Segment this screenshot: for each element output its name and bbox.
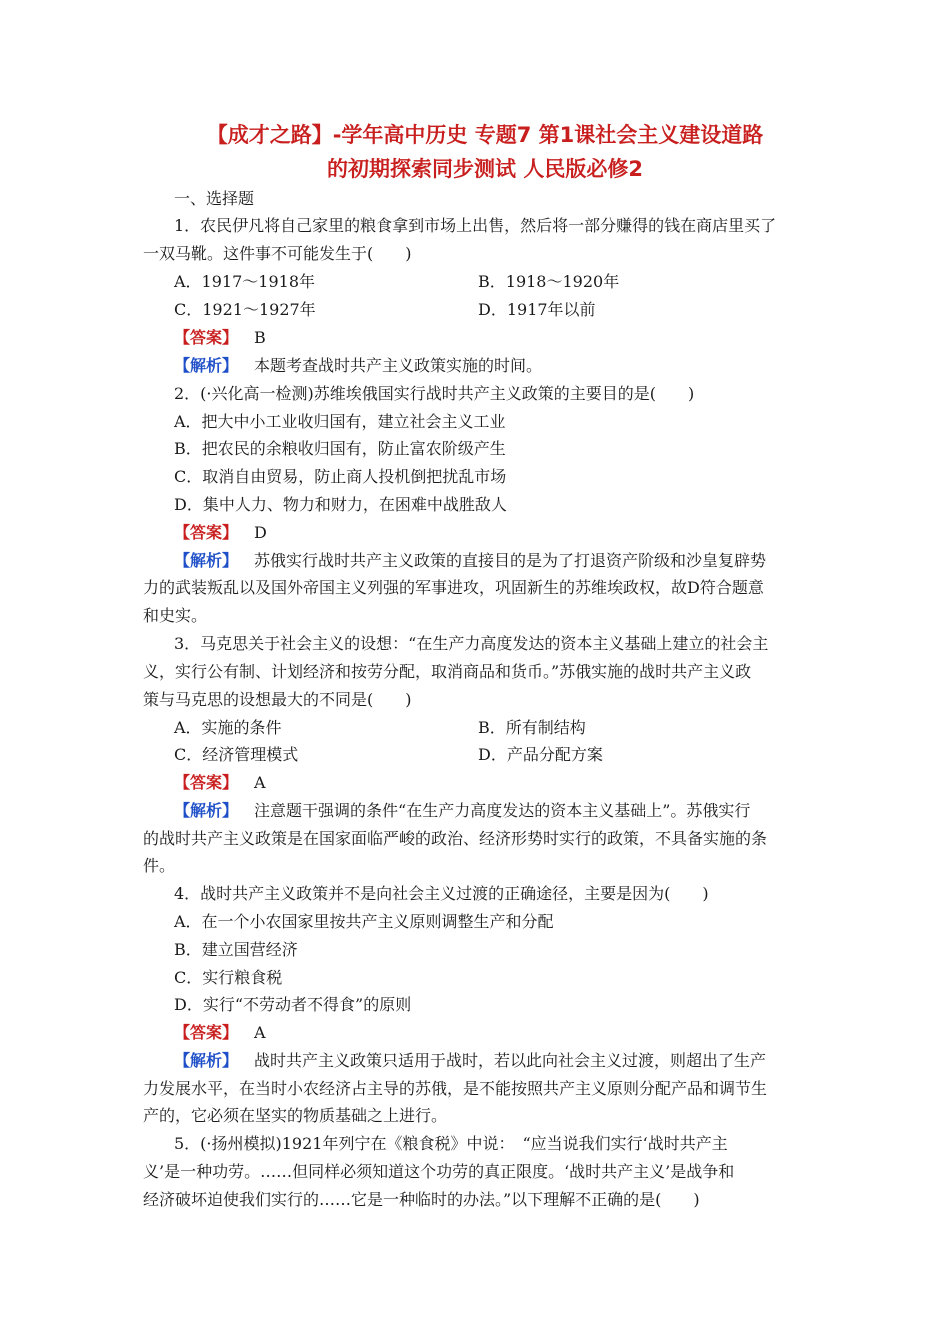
q1-option-c: C．1921～1927年 [174,300,316,319]
answer-label: 【答案】 [174,523,239,542]
q2-option-a: A．把大中小工业收归国有，建立社会主义工业 [174,412,506,431]
analysis-label: 【解析】 [174,551,239,570]
document-title [150,118,820,186]
q4-analysis-line2: 力发展水平，在当时小农经济占主导的苏俄，是不能按照共产主义原则分配产品和调节生 [143,1079,768,1098]
q1-option-a: A．1917～1918年 [174,272,315,291]
q2-text-line1: 2．(·兴化高一检测)苏维埃俄国实行战时共产主义政策的主要目的是( ) [174,384,695,403]
q3-option-b: B．所有制结构 [478,718,586,737]
q2-answer [174,522,844,544]
answer-label: 【答案】 [174,773,239,792]
q5-text-line1: 5．(·扬州模拟)1921年列宁在《粮食税》中说： “应当说我们实行‘战时共产主 [174,1134,728,1153]
title-line-2: 的初期探索同步测试 人民版必修2 [327,157,643,181]
title-line-1: 【成才之路】-学年高中历史 专题7 第1课社会主义建设道路 [206,123,764,147]
q3-analysis-line2: 的战时共产主义政策是在国家面临严峻的政治、经济形势时实行的政策，不具备实施的条 [143,829,768,848]
answer-label: 【答案】 [174,328,239,347]
q3-analysis-text1: 注意题干强调的条件“在生产力高度发达的资本主义基础上”。苏俄实行 [254,801,751,820]
q4-option-b: B．建立国营经济 [174,940,298,959]
q5-text-line3: 经济破坏迫使我们实行的……它是一种临时的办法。”以下理解不正确的是( ) [143,1190,700,1209]
section-heading: 一、选择题 [174,189,255,208]
q3-text-line1: 3．马克思关于社会主义的设想：“在生产力高度发达的资本主义基础上建立的社会主 [174,634,769,653]
analysis-label: 【解析】 [174,801,239,820]
q3-option-d: D．产品分配方案 [478,745,603,764]
q1-text-line1: 1．农民伊凡将自己家里的粮食拿到市场上出售，然后将一部分赚得的钱在商店里买了 [174,216,777,235]
q2-option-d: D．集中人力、物力和财力，在困难中战胜敌人 [174,495,507,514]
q2-answer-value: D [254,523,267,542]
q3-option-c: C．经济管理模式 [174,745,299,764]
q3-answer-value: A [254,773,266,792]
q3-analysis [174,800,844,822]
q1-answer [174,327,844,349]
q1-option-b: B．1918～1920年 [478,272,620,291]
q3-text-line2: 义，实行公有制、计划经济和按劳分配，取消商品和货币。”苏俄实施的战时共产主义政 [143,662,752,681]
q4-analysis-line3: 产的，它必须在坚实的物质基础之上进行。 [143,1106,448,1125]
q2-analysis [174,550,844,572]
q1-answer-value: B [254,328,266,347]
q2-option-b: B．把农民的余粮收归国有，防止富农阶级产生 [174,439,506,458]
analysis-label: 【解析】 [174,356,239,375]
answer-label: 【答案】 [174,1023,239,1042]
q5-text-line2: 义’是一种功劳。……但同样必须知道这个功劳的真正限度。‘战时共产主义’是战争和 [143,1162,735,1181]
q3-option-a: A．实施的条件 [174,718,282,737]
q3-text-line3: 策与马克思的设想最大的不同是( ) [143,690,412,709]
q2-analysis-text1: 苏俄实行战时共产主义政策的直接目的是为了打退资产阶级和沙皇复辟势 [254,551,767,570]
q2-analysis-line3: 和史实。 [143,606,208,625]
q1-option-d: D．1917年以前 [478,300,596,319]
q3-analysis-line3: 件。 [143,856,176,875]
q4-answer-value: A [254,1023,266,1042]
q4-option-c: C．实行粮食税 [174,968,283,987]
q4-option-a: A．在一个小农国家里按共产主义原则调整生产和分配 [174,912,554,931]
q1-text-line2: 一双马靴。这件事不可能发生于( ) [143,244,412,263]
q4-answer [174,1022,844,1044]
q4-analysis [174,1050,844,1072]
q2-option-c: C．取消自由贸易，防止商人投机倒把扰乱市场 [174,467,507,486]
q4-option-d: D．实行“不劳动者不得食”的原则 [174,995,412,1014]
analysis-label: 【解析】 [174,1051,239,1070]
q4-analysis-text1: 战时共产主义政策只适用于战时，若以此向社会主义过渡，则超出了生产 [254,1051,767,1070]
q2-analysis-line2: 力的武装叛乱以及国外帝国主义列强的军事进攻，巩固新生的苏维埃政权，故D符合题意 [143,578,764,597]
q1-analysis-text: 本题考查战时共产主义政策实施的时间。 [254,356,543,375]
q4-text-line1: 4．战时共产主义政策并不是向社会主义过渡的正确途径，主要是因为( ) [174,884,709,903]
q1-analysis [174,355,844,377]
q3-answer [174,772,844,794]
